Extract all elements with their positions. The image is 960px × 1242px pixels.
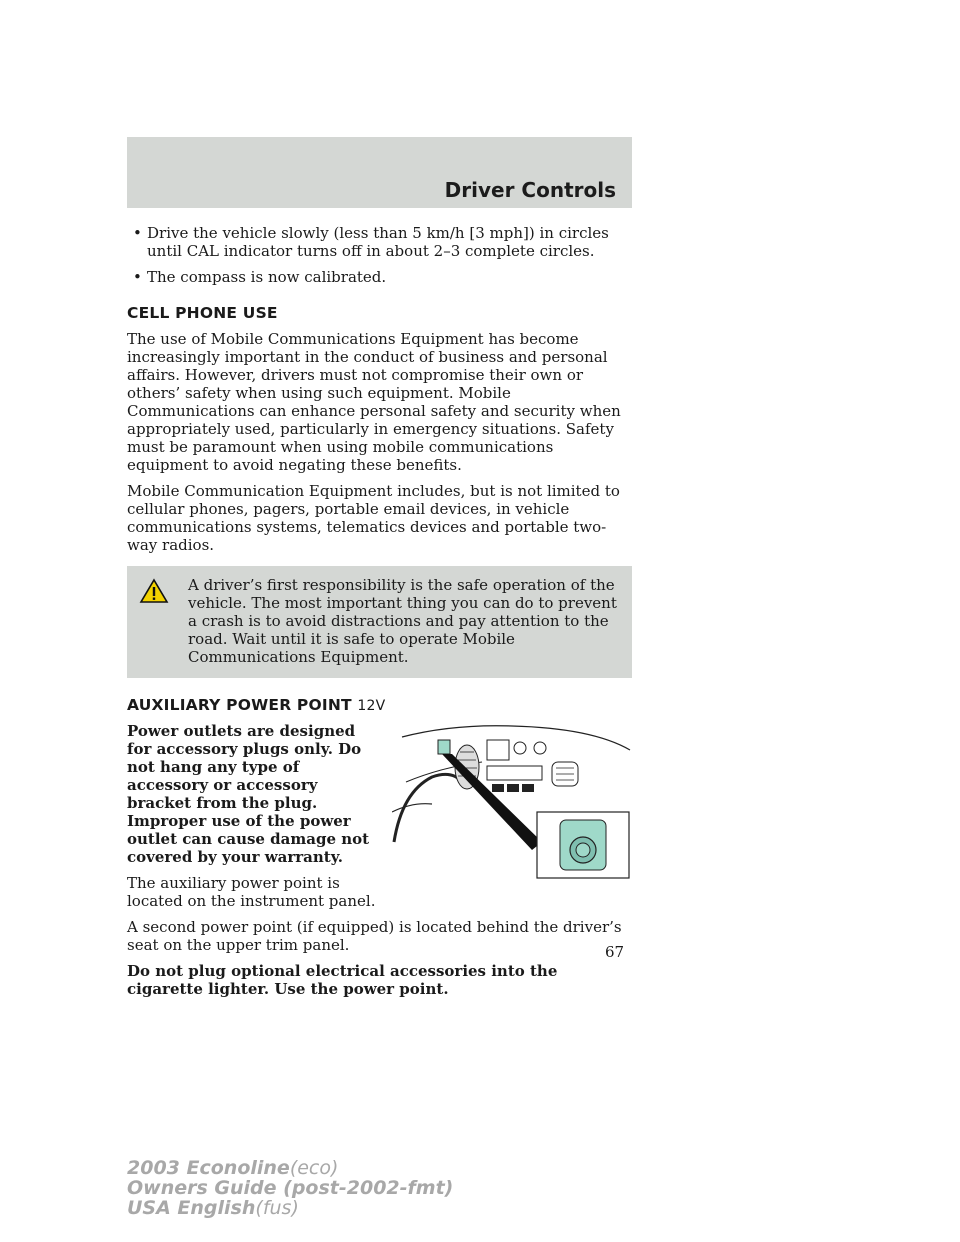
final-warning-text: Do not plug optional electrical accessories into the cigarette lighter. Use the power point.: [127, 962, 558, 998]
page-content: [127, 224, 632, 1006]
header-band: [127, 137, 632, 208]
paragraph: The use of Mobile Communications Equipment has become increasingly important in the conduct of business and personal affairs. However, drivers must not compromise their own or others’ safety when using such equipment. Mobile Communications can enhance personal safety and security when appropriately used, particularly in emergency situations. Safety must be paramount when using mobile communications equipment to avoid negating these benefits.: [127, 330, 621, 474]
bullet-item: • The compass is now calibrated.: [133, 268, 387, 286]
paragraph: The auxiliary power point is located on the instrument panel.: [127, 874, 376, 910]
power-point-section: [127, 722, 632, 910]
instrument-panel-illustration: [392, 722, 632, 882]
page-number: 67: [605, 943, 625, 961]
document-footer: 2003 Econoline(eco) Owners Guide (post-2002-fmt) USA English(fus): [127, 1157, 454, 1219]
power-warning-text: Power outlets are designed for accessory plugs only. Do not hang any type of accessory or accessory bracket from the plug. Improper use of the power outlet can cause damage not covered by your warranty.: [127, 722, 370, 866]
section-title: Driver Controls: [444, 178, 616, 202]
warning-triangle-icon: [139, 578, 169, 604]
warning-text: A driver’s first responsibility is the safe operation of the vehicle. The most important thing you can do to prevent a crash is to avoid distractions and pay attention to the road. Wait until it is safe to operate Mobile Communications Equipment.: [188, 576, 617, 666]
bullet-item: • Drive the vehicle slowly (less than 5 km/h [3 mph]) in circles until CAL indicator turns off in about 2–3 complete circles.: [133, 224, 609, 260]
paragraph: Mobile Communication Equipment includes, but is not limited to cellular phones, pagers, portable email devices, in vehicle communications systems, telematics devices and portable two-way radios.: [127, 482, 620, 554]
voltage-label: 12V: [357, 698, 386, 714]
power-point-heading: AUXILIARY POWER POINT 12V: [127, 696, 386, 714]
warning-box: [127, 566, 632, 678]
paragraph: A second power point (if equipped) is located behind the driver’s seat on the upper trim panel.: [127, 918, 622, 954]
cell-phone-heading: CELL PHONE USE: [127, 304, 278, 322]
